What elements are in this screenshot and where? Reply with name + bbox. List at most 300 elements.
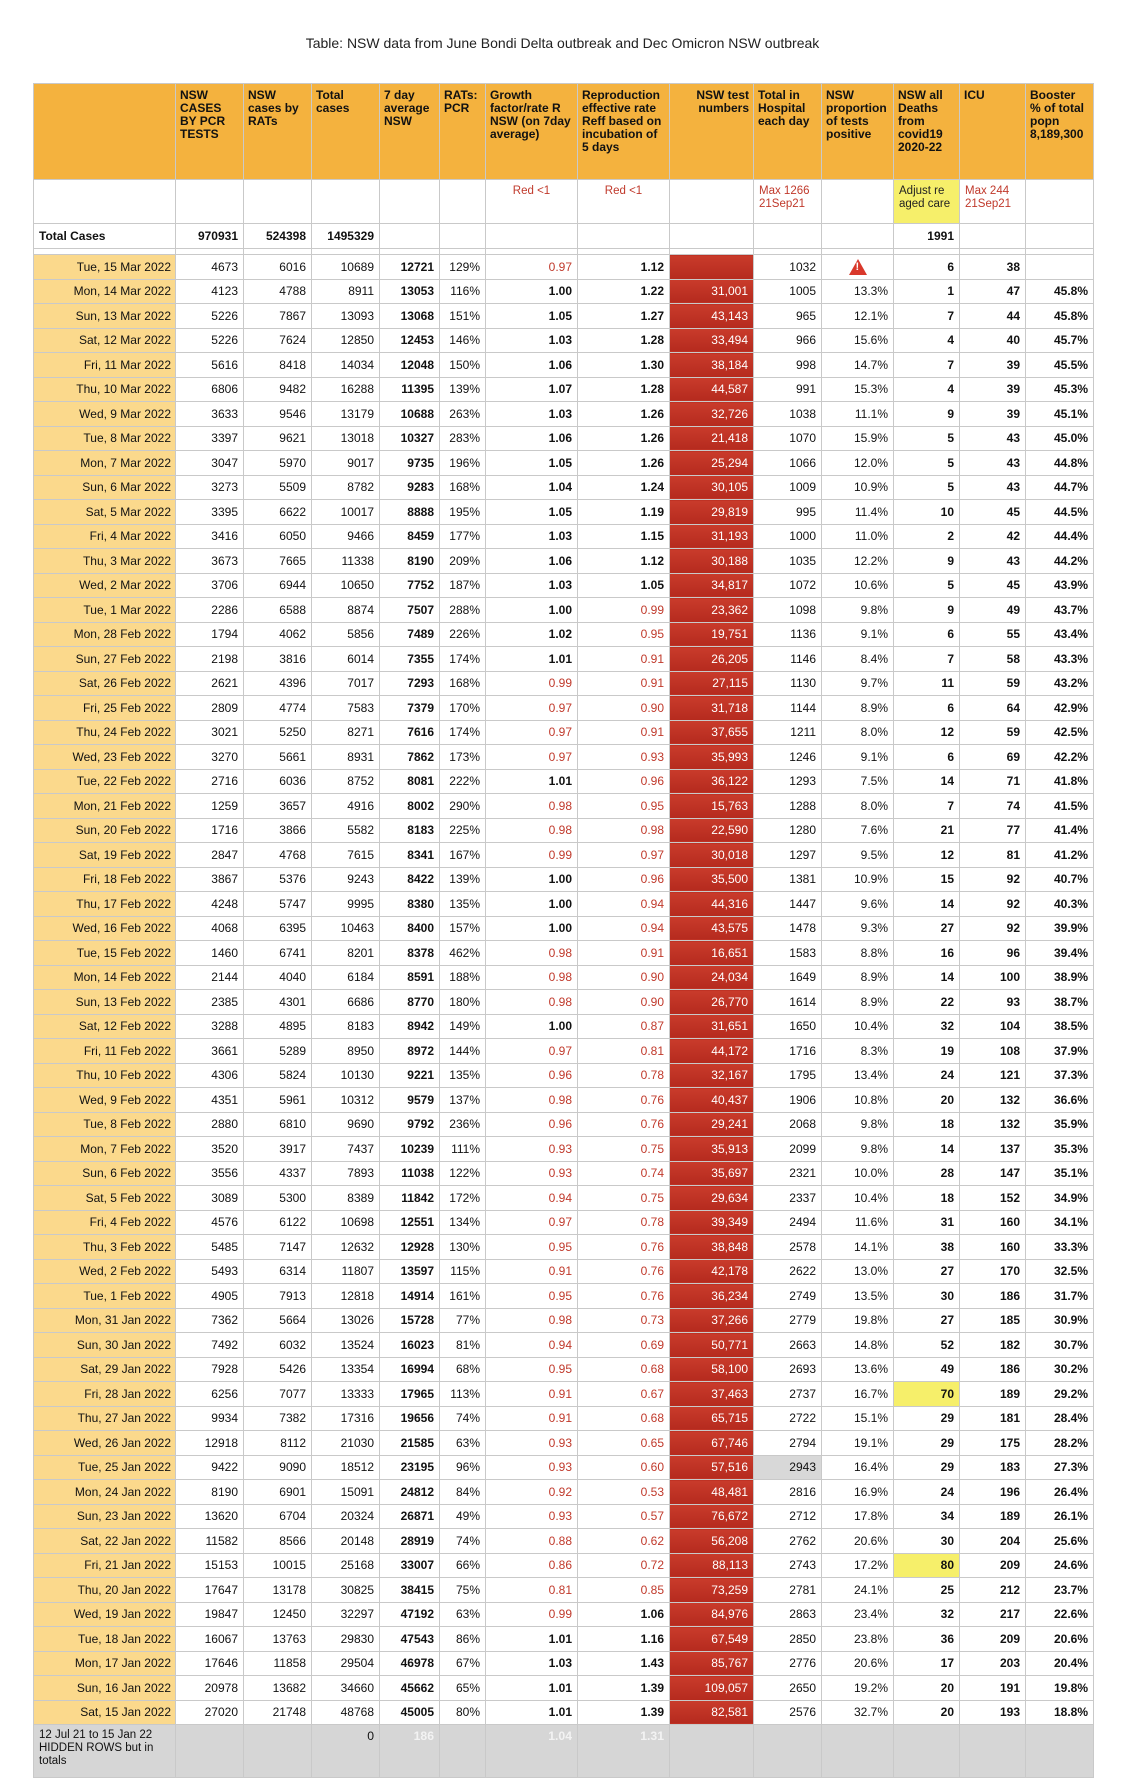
cell-total-cases: 12818 <box>312 1284 380 1309</box>
cell-positive: 9.1% <box>822 622 894 647</box>
cell-icu: 59 <box>960 720 1026 745</box>
cell-tests: 40,437 <box>670 1088 754 1113</box>
cell-hospital: 1650 <box>754 1014 822 1039</box>
cell-growth: 0.92 <box>486 1480 578 1505</box>
cell-tests: 29,241 <box>670 1112 754 1137</box>
cell-rat-cases: 6810 <box>244 1112 312 1137</box>
cell-deaths: 20 <box>894 1700 960 1725</box>
cell-date: Sun, 16 Jan 2022 <box>34 1676 176 1701</box>
cell-tests <box>670 255 754 280</box>
cell-deaths: 36 <box>894 1627 960 1652</box>
cell-rat-cases: 4788 <box>244 279 312 304</box>
cell-rat-cases: 9621 <box>244 426 312 451</box>
cell-date: Wed, 2 Feb 2022 <box>34 1259 176 1284</box>
note-icu-max: Max 244 21Sep21 <box>960 180 1026 224</box>
cell-positive: 10.0% <box>822 1161 894 1186</box>
cell-booster: 30.2% <box>1026 1357 1094 1382</box>
cell-positive: 12.2% <box>822 549 894 574</box>
cell-growth: 0.96 <box>486 1112 578 1137</box>
cell-hospital: 1136 <box>754 622 822 647</box>
cell-hospital: 1005 <box>754 279 822 304</box>
cell-date: Thu, 24 Feb 2022 <box>34 720 176 745</box>
cell-rat-cases: 5970 <box>244 451 312 476</box>
cell-pcr-cases: 2809 <box>176 696 244 721</box>
cell-icu: 191 <box>960 1676 1026 1701</box>
cell-repro: 0.94 <box>578 916 670 941</box>
cell-deaths: 9 <box>894 598 960 623</box>
cell-tests: 37,463 <box>670 1382 754 1407</box>
cell-tests: 85,767 <box>670 1651 754 1676</box>
cell-positive: 13.3% <box>822 279 894 304</box>
cell-total-cases: 29504 <box>312 1651 380 1676</box>
cell-repro: 0.91 <box>578 941 670 966</box>
cell-total-cases: 15091 <box>312 1480 380 1505</box>
cell-repro: 0.62 <box>578 1529 670 1554</box>
cell-repro: 0.91 <box>578 647 670 672</box>
cell-rat-cases: 3657 <box>244 794 312 819</box>
cell-growth: 0.98 <box>486 1088 578 1113</box>
cell-booster: 30.9% <box>1026 1308 1094 1333</box>
cell-deaths: 14 <box>894 965 960 990</box>
cell-total-cases: 25168 <box>312 1553 380 1578</box>
note-deaths: Adjust re aged care <box>894 180 960 224</box>
cell-growth: 1.06 <box>486 549 578 574</box>
note-growth: Red <1 <box>486 180 578 224</box>
cell-icu: 42 <box>960 524 1026 549</box>
cell-tests: 43,575 <box>670 916 754 941</box>
cell-rats-pcr: 174% <box>440 720 486 745</box>
cell-tests: 29,819 <box>670 500 754 525</box>
cell-booster: 28.2% <box>1026 1431 1094 1456</box>
table-row <box>34 1210 1094 1235</box>
cell-total-cases: 10689 <box>312 255 380 280</box>
header-booster: Booster % of total popn 8,189,300 <box>1026 84 1094 180</box>
cell-date: Fri, 11 Feb 2022 <box>34 1039 176 1064</box>
cell-pcr-cases: 13620 <box>176 1504 244 1529</box>
cell-icu: 152 <box>960 1186 1026 1211</box>
cell-growth: 0.98 <box>486 990 578 1015</box>
cell-positive: 19.8% <box>822 1308 894 1333</box>
cell-repro: 0.76 <box>578 1284 670 1309</box>
cell-date: Mon, 14 Feb 2022 <box>34 965 176 990</box>
cell-rats-pcr: 188% <box>440 965 486 990</box>
cell-booster: 39.4% <box>1026 941 1094 966</box>
cell-positive: 8.8% <box>822 941 894 966</box>
cell-deaths: 14 <box>894 892 960 917</box>
cell-pcr-cases: 9934 <box>176 1406 244 1431</box>
cell-repro: 1.26 <box>578 451 670 476</box>
cell-tests: 39,349 <box>670 1210 754 1235</box>
cell-date: Fri, 4 Feb 2022 <box>34 1210 176 1235</box>
cell-date: Mon, 31 Jan 2022 <box>34 1308 176 1333</box>
cell-deaths: 6 <box>894 745 960 770</box>
cell-hospital: 2576 <box>754 1700 822 1725</box>
cell-positive: 7.6% <box>822 818 894 843</box>
header-date <box>34 84 176 180</box>
cell-tests: 36,234 <box>670 1284 754 1309</box>
cell-tests: 44,587 <box>670 377 754 402</box>
cell-date: Tue, 15 Mar 2022 <box>34 255 176 280</box>
cell-repro: 0.90 <box>578 990 670 1015</box>
cell-icu: 160 <box>960 1235 1026 1260</box>
cell-hospital: 2663 <box>754 1333 822 1358</box>
cell-date: Fri, 21 Jan 2022 <box>34 1553 176 1578</box>
cell-rat-cases: 21748 <box>244 1700 312 1725</box>
cell-avg: 8002 <box>380 794 440 819</box>
cell-tests: 27,115 <box>670 671 754 696</box>
cell-total-cases: 20324 <box>312 1504 380 1529</box>
cell-growth: 1.07 <box>486 377 578 402</box>
cell-deaths: 6 <box>894 255 960 280</box>
cell-positive: 14.7% <box>822 353 894 378</box>
cell-deaths: 31 <box>894 1210 960 1235</box>
cell-hospital: 1072 <box>754 573 822 598</box>
cell-avg: 46978 <box>380 1651 440 1676</box>
cell-repro: 1.26 <box>578 426 670 451</box>
cell-positive: 9.5% <box>822 843 894 868</box>
cell-positive: 15.3% <box>822 377 894 402</box>
cell-growth: 0.98 <box>486 941 578 966</box>
table-row <box>34 1504 1094 1529</box>
table-row <box>34 1676 1094 1701</box>
cell-icu: 92 <box>960 892 1026 917</box>
cell-hospital: 1246 <box>754 745 822 770</box>
cell-booster: 35.1% <box>1026 1161 1094 1186</box>
cell-tests: 19,751 <box>670 622 754 647</box>
cell-tests: 58,100 <box>670 1357 754 1382</box>
cell-total-cases: 9243 <box>312 867 380 892</box>
cell-avg: 45662 <box>380 1676 440 1701</box>
cell-total-cases: 34660 <box>312 1676 380 1701</box>
cell-tests: 31,193 <box>670 524 754 549</box>
cell-rat-cases: 5250 <box>244 720 312 745</box>
cell-pcr-cases: 5616 <box>176 353 244 378</box>
cell-repro: 1.30 <box>578 353 670 378</box>
cell-repro: 0.78 <box>578 1210 670 1235</box>
notes-row <box>34 180 1094 224</box>
cell-growth: 0.98 <box>486 965 578 990</box>
cell-tests: 37,655 <box>670 720 754 745</box>
cell-booster: 41.2% <box>1026 843 1094 868</box>
cell-total-cases: 8874 <box>312 598 380 623</box>
cell-rats-pcr: 129% <box>440 255 486 280</box>
cell-avg: 7489 <box>380 622 440 647</box>
cell-total-cases: 12850 <box>312 328 380 353</box>
cell-growth: 0.88 <box>486 1529 578 1554</box>
cell-repro: 0.95 <box>578 622 670 647</box>
cell-growth: 1.00 <box>486 916 578 941</box>
cell-growth: 0.91 <box>486 1382 578 1407</box>
cell-repro: 0.96 <box>578 769 670 794</box>
table-row <box>34 304 1094 329</box>
cell-deaths: 5 <box>894 426 960 451</box>
totals-total: 1495329 <box>312 224 380 249</box>
cell-tests: 44,316 <box>670 892 754 917</box>
cell-rats-pcr: 111% <box>440 1137 486 1162</box>
cell-pcr-cases: 4351 <box>176 1088 244 1113</box>
cell-total-cases: 7017 <box>312 671 380 696</box>
cell-hospital: 1583 <box>754 941 822 966</box>
table-row <box>34 1063 1094 1088</box>
cell-total-cases: 10312 <box>312 1088 380 1113</box>
cell-tests: 21,418 <box>670 426 754 451</box>
cell-icu: 39 <box>960 353 1026 378</box>
cell-booster: 45.1% <box>1026 402 1094 427</box>
cell-growth: 1.06 <box>486 426 578 451</box>
cell-rat-cases: 6704 <box>244 1504 312 1529</box>
header-rat-cases: NSW cases by RATs <box>244 84 312 180</box>
cell-deaths: 29 <box>894 1406 960 1431</box>
cell-pcr-cases: 1794 <box>176 622 244 647</box>
cell-rats-pcr: 96% <box>440 1455 486 1480</box>
cell-rat-cases: 6944 <box>244 573 312 598</box>
cell-growth: 0.99 <box>486 1602 578 1627</box>
cell-tests: 33,494 <box>670 328 754 353</box>
cell-avg: 33007 <box>380 1553 440 1578</box>
cell-hospital: 2850 <box>754 1627 822 1652</box>
cell-date: Wed, 26 Jan 2022 <box>34 1431 176 1456</box>
cell-pcr-cases: 19847 <box>176 1602 244 1627</box>
cell-growth: 0.81 <box>486 1578 578 1603</box>
cell-repro: 0.76 <box>578 1112 670 1137</box>
cell-growth: 1.03 <box>486 328 578 353</box>
cell-positive: 11.4% <box>822 500 894 525</box>
cell-booster: 34.1% <box>1026 1210 1094 1235</box>
cell-total-cases: 13333 <box>312 1382 380 1407</box>
cell-total-cases: 9017 <box>312 451 380 476</box>
cell-deaths: 12 <box>894 720 960 745</box>
cell-growth: 1.00 <box>486 892 578 917</box>
table-row <box>34 451 1094 476</box>
cell-deaths: 11 <box>894 671 960 696</box>
cell-deaths: 4 <box>894 377 960 402</box>
cell-date: Mon, 28 Feb 2022 <box>34 622 176 647</box>
cell-deaths: 5 <box>894 451 960 476</box>
cell-hospital: 2794 <box>754 1431 822 1456</box>
cell-positive: 8.0% <box>822 794 894 819</box>
cell-positive: 10.9% <box>822 475 894 500</box>
cell-repro: 0.72 <box>578 1553 670 1578</box>
cell-tests: 44,172 <box>670 1039 754 1064</box>
cell-date: Mon, 7 Feb 2022 <box>34 1137 176 1162</box>
cell-deaths: 38 <box>894 1235 960 1260</box>
cell-rat-cases: 5664 <box>244 1308 312 1333</box>
cell-growth: 1.01 <box>486 1676 578 1701</box>
cell-repro: 1.12 <box>578 255 670 280</box>
cell-icu: 69 <box>960 745 1026 770</box>
note-repro: Red <1 <box>578 180 670 224</box>
cell-pcr-cases: 3867 <box>176 867 244 892</box>
cell-icu: 81 <box>960 843 1026 868</box>
cell-date: Sat, 5 Mar 2022 <box>34 500 176 525</box>
cell-pcr-cases: 7928 <box>176 1357 244 1382</box>
cell-icu: 193 <box>960 1700 1026 1725</box>
cell-growth: 1.03 <box>486 402 578 427</box>
cell-tests: 35,500 <box>670 867 754 892</box>
cell-total-cases: 13524 <box>312 1333 380 1358</box>
table-row <box>34 1431 1094 1456</box>
cell-pcr-cases: 7362 <box>176 1308 244 1333</box>
cell-icu: 181 <box>960 1406 1026 1431</box>
cell-tests: 16,651 <box>670 941 754 966</box>
header-total-cases: Total cases <box>312 84 380 180</box>
cell-repro: 0.67 <box>578 1382 670 1407</box>
cell-positive: 23.4% <box>822 1602 894 1627</box>
cell-total-cases: 10698 <box>312 1210 380 1235</box>
cell-icu: 132 <box>960 1112 1026 1137</box>
cell-positive: 24.1% <box>822 1578 894 1603</box>
cell-deaths: 52 <box>894 1333 960 1358</box>
cell-date: Sun, 30 Jan 2022 <box>34 1333 176 1358</box>
cell-rats-pcr: 86% <box>440 1627 486 1652</box>
table-row <box>34 1161 1094 1186</box>
cell-repro: 1.43 <box>578 1651 670 1676</box>
cell-positive: 16.4% <box>822 1455 894 1480</box>
cell-total-cases: 29830 <box>312 1627 380 1652</box>
cell-booster: 42.5% <box>1026 720 1094 745</box>
cell-avg: 8888 <box>380 500 440 525</box>
cell-deaths: 30 <box>894 1284 960 1309</box>
cell-repro: 0.91 <box>578 720 670 745</box>
cell-tests: 50,771 <box>670 1333 754 1358</box>
table-row <box>34 720 1094 745</box>
cell-hospital: 1614 <box>754 990 822 1015</box>
cell-rat-cases: 8418 <box>244 353 312 378</box>
cell-total-cases: 10463 <box>312 916 380 941</box>
cell-total-cases: 10017 <box>312 500 380 525</box>
cell-repro: 1.12 <box>578 549 670 574</box>
cell-positive: 16.9% <box>822 1480 894 1505</box>
header-icu: ICU <box>960 84 1026 180</box>
cell-booster: 43.9% <box>1026 573 1094 598</box>
cell-hospital: 1293 <box>754 769 822 794</box>
cell-total-cases: 8752 <box>312 769 380 794</box>
cell-tests: 38,184 <box>670 353 754 378</box>
header-pcr-cases: NSW CASES BY PCR TESTS <box>176 84 244 180</box>
table-row <box>34 867 1094 892</box>
cell-icu: 203 <box>960 1651 1026 1676</box>
cell-rats-pcr: 135% <box>440 892 486 917</box>
cell-avg: 8378 <box>380 941 440 966</box>
cell-repro: 0.76 <box>578 1259 670 1284</box>
cell-rat-cases: 6032 <box>244 1333 312 1358</box>
cell-icu: 45 <box>960 573 1026 598</box>
cell-positive: 12.0% <box>822 451 894 476</box>
cell-positive: 9.8% <box>822 598 894 623</box>
cell-avg: 7862 <box>380 745 440 770</box>
cell-rat-cases: 6741 <box>244 941 312 966</box>
cell-growth: 0.93 <box>486 1137 578 1162</box>
cell-growth: 1.03 <box>486 524 578 549</box>
cell-date: Mon, 24 Jan 2022 <box>34 1480 176 1505</box>
cell-growth: 1.00 <box>486 598 578 623</box>
cell-total-cases: 13026 <box>312 1308 380 1333</box>
cell-repro: 1.05 <box>578 573 670 598</box>
cell-date: Fri, 11 Mar 2022 <box>34 353 176 378</box>
cell-avg: 38415 <box>380 1578 440 1603</box>
cell-positive: 10.9% <box>822 867 894 892</box>
cell-icu: 40 <box>960 328 1026 353</box>
cell-hospital: 2737 <box>754 1382 822 1407</box>
cell-icu: 160 <box>960 1210 1026 1235</box>
table-row <box>34 892 1094 917</box>
cell-avg: 8380 <box>380 892 440 917</box>
footer-repro: 1.31 <box>578 1725 670 1778</box>
table-row <box>34 1553 1094 1578</box>
cell-total-cases: 11338 <box>312 549 380 574</box>
cell-deaths: 22 <box>894 990 960 1015</box>
table-row <box>34 598 1094 623</box>
cell-date: Mon, 7 Mar 2022 <box>34 451 176 476</box>
cell-total-cases: 32297 <box>312 1602 380 1627</box>
cell-pcr-cases: 5485 <box>176 1235 244 1260</box>
table-row <box>34 1602 1094 1627</box>
cell-repro: 0.94 <box>578 892 670 917</box>
table-row <box>34 1651 1094 1676</box>
cell-rats-pcr: 84% <box>440 1480 486 1505</box>
cell-icu: 170 <box>960 1259 1026 1284</box>
cell-booster: 44.7% <box>1026 475 1094 500</box>
cell-rats-pcr: 139% <box>440 867 486 892</box>
cell-date: Tue, 22 Feb 2022 <box>34 769 176 794</box>
cell-pcr-cases: 3673 <box>176 549 244 574</box>
cell-rat-cases: 7665 <box>244 549 312 574</box>
cell-growth: 1.00 <box>486 1014 578 1039</box>
table-row <box>34 1357 1094 1382</box>
cell-icu: 147 <box>960 1161 1026 1186</box>
cell-avg: 8770 <box>380 990 440 1015</box>
cell-icu: 175 <box>960 1431 1026 1456</box>
cell-date: Sat, 5 Feb 2022 <box>34 1186 176 1211</box>
cell-deaths: 12 <box>894 843 960 868</box>
cell-rats-pcr: 195% <box>440 500 486 525</box>
cell-date: Tue, 1 Mar 2022 <box>34 598 176 623</box>
cell-rat-cases: 9546 <box>244 402 312 427</box>
cell-rat-cases: 13763 <box>244 1627 312 1652</box>
cell-growth: 0.98 <box>486 818 578 843</box>
cell-tests: 57,516 <box>670 1455 754 1480</box>
cell-rats-pcr: 173% <box>440 745 486 770</box>
cell-rats-pcr: 172% <box>440 1186 486 1211</box>
cell-icu: 77 <box>960 818 1026 843</box>
cell-icu: 121 <box>960 1063 1026 1088</box>
cell-deaths: 32 <box>894 1602 960 1627</box>
cell-total-cases: 7893 <box>312 1161 380 1186</box>
cell-hospital: 2779 <box>754 1308 822 1333</box>
cell-avg: 28919 <box>380 1529 440 1554</box>
cell-deaths: 2 <box>894 524 960 549</box>
cell-total-cases: 8183 <box>312 1014 380 1039</box>
cell-growth: 1.00 <box>486 279 578 304</box>
cell-pcr-cases: 5226 <box>176 304 244 329</box>
cell-repro: 1.28 <box>578 328 670 353</box>
table-row <box>34 647 1094 672</box>
cell-date: Thu, 3 Feb 2022 <box>34 1235 176 1260</box>
cell-pcr-cases: 6806 <box>176 377 244 402</box>
cell-repro: 1.06 <box>578 1602 670 1627</box>
cell-icu: 43 <box>960 426 1026 451</box>
cell-hospital: 1795 <box>754 1063 822 1088</box>
cell-hospital: 2712 <box>754 1504 822 1529</box>
cell-rats-pcr: 146% <box>440 328 486 353</box>
cell-positive: 13.5% <box>822 1284 894 1309</box>
cell-pcr-cases: 1259 <box>176 794 244 819</box>
cell-pcr-cases: 12918 <box>176 1431 244 1456</box>
cell-total-cases: 17316 <box>312 1406 380 1431</box>
cell-avg: 8591 <box>380 965 440 990</box>
cell-icu: 45 <box>960 500 1026 525</box>
cell-pcr-cases: 6256 <box>176 1382 244 1407</box>
